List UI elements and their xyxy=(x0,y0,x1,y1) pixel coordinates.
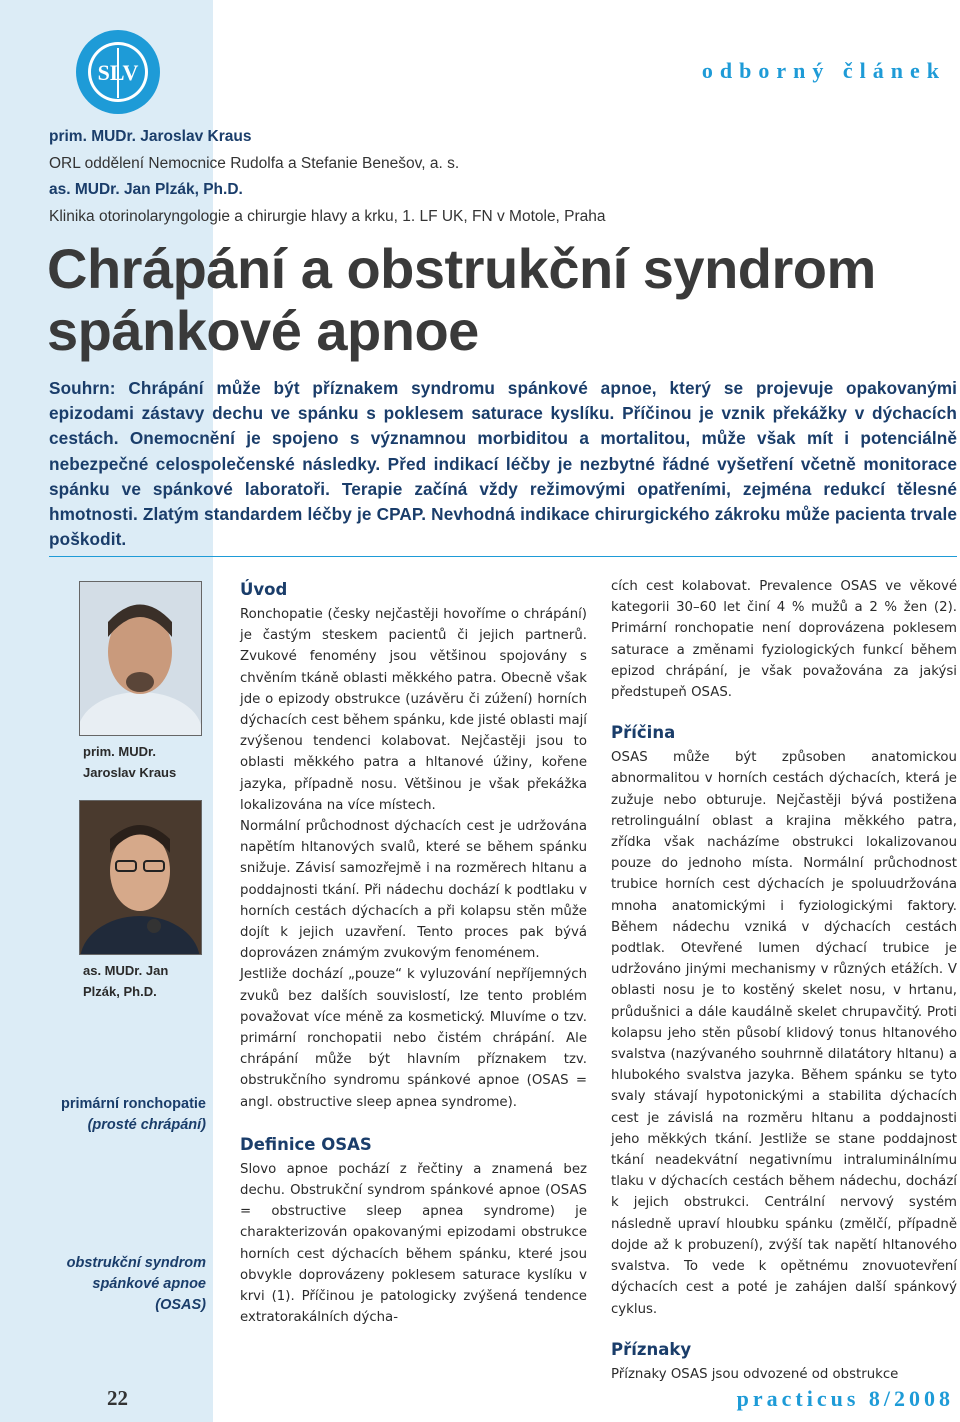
author-affiliation: Klinika otorinolaryngologie a chirurgie hlavy a krku, 1. LF UK, FN v Motole, Praha xyxy=(49,207,606,225)
paragraph: Příznaky OSAS jsou odvozené od obstrukce xyxy=(611,1366,899,1382)
term-line: (prosté chrápání) xyxy=(87,1117,206,1133)
paragraph: Normální průchodnost dýchacích cest je udržována napětím hltanových svalů, které se během spánku snižuje. Závisí samozřejmě i na rozměrech hltanu a poddajnosti tkání. Při nádechu dochází k podtlaku v horních cestách dýchacích a při kolapsu stěn může dojít k jejich uzavření. Tento proces pak bývá doprovázen známým zvukovým fenoménem. xyxy=(240,819,587,962)
section-heading-pricina: Příčina xyxy=(611,723,676,743)
sidebar-term-osas xyxy=(30,1253,206,1316)
paragraph: Slovo apnoe pochází z řečtiny a znamená bez dechu. Obstrukční syndrom spánkové apnoe (OSAS = obstructive sleep apnea syndrome) je charakterizován opakovanými epizodami obstrukce horních cest dýchacích během spánku, které jsou obvykle doprovázeny poklesem saturace kyslíku v krvi (1). Příčinou je patologicky zvýšená tendence extratorakálních dýcha- xyxy=(240,1161,587,1326)
text-column-2 xyxy=(611,576,957,1385)
caption-line: Jaroslav Kraus xyxy=(83,765,177,780)
term-line: (OSAS) xyxy=(155,1297,206,1313)
caption-line: Plzák, Ph.D. xyxy=(83,984,157,999)
title-line-1: Chrápání a obstrukční syndrom xyxy=(47,237,876,300)
article-title xyxy=(47,238,927,362)
sidebar-term-ronchopatie xyxy=(30,1094,206,1136)
author-affiliation: ORL oddělení Nemocnice Rudolfa a Stefanie Benešov, a. s. xyxy=(49,154,460,172)
society-logo xyxy=(74,28,162,116)
section-heading-definice: Definice OSAS xyxy=(240,1134,372,1154)
photo-caption xyxy=(83,960,168,1002)
paragraph: Jestliže dochází „pouze“ k vyluzování nepříjemných zvuků bez dalších souvislostí, lze tento problém považovat více méně za kosmetický. Mluvíme o tzv. primární ronchopatii nebo čistém chrápání. Ale chrápání může být hlavním příznakem tzv. obstrukčního syndromu spánkové apnoe (OSAS = angl. obstructive sleep apnea syndrome). xyxy=(240,967,587,1110)
term-line: obstrukční syndrom xyxy=(66,1255,206,1271)
section-divider xyxy=(49,556,957,557)
term-line: spánkové apnoe xyxy=(92,1276,206,1292)
paragraph: OSAS může být způsoben anatomickou abnormalitou v horních cestách dýchacích, která je zužuje nebo obturuje. Nejčastěji bývá postižena retrolinguální oblast a krajina měkkého patra, zřídka však nacházíme obstrukci lokalizovanou pouze do jednoho místa. Normální průchodnost trubice horních cest dýchacích je spoluudržována mnoha anatomickými i fyziologickými faktory. Během nádechu vzniká v dýchacích cestách podtlak. Otevřené lumen dýchací trubice je udržováno jinými mechanismy v různých etážích. V oblasti nosu je to kostěný skelet nosu, v hrtanu, průdušnici a dále kaudálně skelet chrupavčitý. Proti kolapsu jeho stěn působí klidový tonus hltanového svalstva (nazývaného souhrnně dilatátory hltanu) a hlubokého svalstva jazyka. Během spánku se tyto svaly stávají hypotonickými a stabilita dýchacích cest je závislá na rozměru hltanu a poddajnosti jeho měkkých tkání. Jestliže se stane poddajnost tkání neadekvátní negativnímu intraluminálnímu tlaku v dýchacích cestách během nádechu, dochází k jejich obstrukci. Centrální nervový systém následně upraví hloubku spánku (změlčí, případně dojde až k probuzení), zvýší tak napětí hltanového svalstva. To vede k opětnému znovuotevření dýchacích cest a poté je zahájen další spánkový cyklus. xyxy=(611,750,957,1317)
author-block xyxy=(49,124,606,230)
caption-line: prim. MUDr. xyxy=(83,744,156,759)
author-name: prim. MUDr. Jaroslav Kraus xyxy=(49,128,252,145)
section-heading-priznaky: Příznaky xyxy=(611,1339,692,1359)
title-line-2: spánkové apnoe xyxy=(47,299,479,362)
section-heading-uvod: Úvod xyxy=(240,580,288,599)
author-name: as. MUDr. Jan Plzák, Ph.D. xyxy=(49,181,243,198)
text-column-1 xyxy=(240,576,587,1329)
photo-caption xyxy=(83,741,176,783)
term-line: primární ronchopatie xyxy=(60,1096,206,1112)
svg-text:SLV: SLV xyxy=(97,60,139,85)
article-summary: Souhrn: Chrápání může být příznakem syndromu spánkové apnoe, který se projevuje opakovanými epizodami zástavy dechu ve spánku s poklesem saturace kyslíku. Příčinou je vznik překážky v dýchacích cestách. Onemocnění je spojeno s významnou morbiditou a mortalitou, může však mít i potenciálně nebezpečné celospolečenské následky. Před indikací léčby je nezbytné řádné vyšetření včetně monitorace spánku ve spánkové laboratoři. Terapie začíná vždy režimovými opatřeními, zejména redukcí tělesné hmotnosti. Zlatým standardem léčby je CPAP. Nevhodná indikace chirurgického zákroku může pacienta trvale poškodit. xyxy=(49,378,957,550)
page-number: 22 xyxy=(107,1386,128,1410)
caption-line: as. MUDr. Jan xyxy=(83,963,169,978)
author-photo-plzak xyxy=(79,800,202,955)
journal-footer: practicus 8/2008 xyxy=(736,1386,954,1411)
author-photo-kraus xyxy=(79,581,202,736)
section-tag: odborný článek xyxy=(701,58,946,83)
paragraph: Ronchopatie (česky nejčastěji hovoříme o chrápání) je častým steskem pacientů či jejich partnerů. Zvukové fenomény jsou většinou spojovány s chvěním tkáně oblasti měkkého patra. Obecně však jde o epizody obstrukce (uzávěru či zúžení) horních dýchacích cest během spánku, kde jisté oblasti mají zvýšenou tendenci kolabovat. Nejčastěji jsou to oblasti měkkého patra a hltanové úžiny, kořene jazyka, případně nosu. Většinou je však překážka lokalizována na více místech. xyxy=(240,607,588,813)
paragraph: cích cest kolabovat. Prevalence OSAS ve věkové kategorii 30–60 let činí 4 % mužů a 2 % žen (2). Primární ronchopatie není doprovázena poklesem saturace a změnami fyziologických funkcí během epizod chrápání, je však považována za jakýsi předstupeň OSAS. xyxy=(611,579,957,701)
